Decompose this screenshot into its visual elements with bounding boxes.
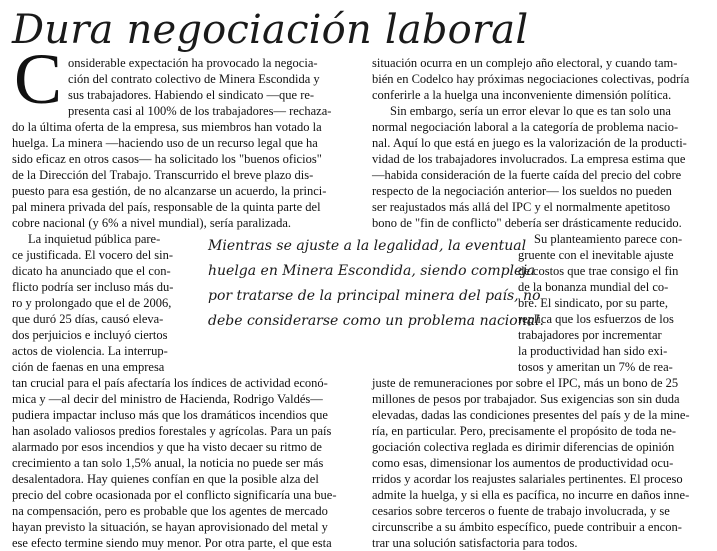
text-line: Sin embargo, sería un error elevar lo que es tan solo una xyxy=(390,104,671,118)
text-line: huelga. La minera —haciendo uso de un recurso legal que ha xyxy=(12,136,318,150)
text-line: ción del contrato colectivo de Minera Escondida y xyxy=(68,72,320,86)
text-line: la productividad han sido exi- xyxy=(518,344,668,358)
text-line: rridos y acordar los reajustes salariales pertinentes. El proceso xyxy=(372,472,683,486)
text-line: mica y —al decir del ministro de Hacienda, Rodrigo Valdés— xyxy=(12,392,323,406)
text-line: bién en Codelco hay próximas negociaciones colectivas, podría xyxy=(372,72,690,86)
text-line: como esas, dimensionar los aumentos de productividad ocu- xyxy=(372,456,674,470)
pull-quote xyxy=(208,234,544,346)
text-line: do la última oferta de la empresa, sus miembros han votado la xyxy=(12,120,322,134)
text-line: gociación colectiva reglada es dirimir diferencias de opinión xyxy=(372,440,675,454)
text-line: han asolado valiosos predios forestales y agrícolas. Para un país xyxy=(12,424,332,438)
pull-quote-line: debe considerarse como un problema nacional. xyxy=(208,313,544,329)
text-line: gruente con el inevitable ajuste xyxy=(518,248,674,262)
text-line: pudiera impactar incluso más que los dramáticos incendios que xyxy=(12,408,328,422)
text-line: na compensación, pero es probable que los agentes de mercado xyxy=(12,504,328,518)
text-line: ese efecto termine siendo muy menor. Por otra parte, el que esta xyxy=(12,536,332,550)
text-line: Su planteamiento parece con- xyxy=(534,232,683,246)
text-line: precio del cobre ocasionada por el conflicto significaría una bue- xyxy=(12,488,337,502)
text-line: desalentadora. Hay quienes confían en que la posible alza del xyxy=(12,472,319,486)
text-line: normal negociación laboral a la categoría de problema nacio- xyxy=(372,120,679,134)
text-line: —habida consideración de la fuerte caída del precio del cobre xyxy=(372,168,682,182)
text-line: tosos y ameritan un 7% de rea- xyxy=(518,360,673,374)
text-line: pal minera privada del país, responsable de la quinta parte del xyxy=(12,200,321,214)
article-title: Dura negociación laboral xyxy=(12,7,529,53)
text-line: juste de remuneraciones por sobre el IPC, más un bono de 25 xyxy=(372,376,679,390)
text-line: bono de "fin de conflicto" debería ser drásticamente reducido. xyxy=(372,216,682,230)
text-line: replica que los esfuerzos de los xyxy=(518,312,674,326)
text-line: ce justificada. El vocero del sin- xyxy=(12,248,174,262)
text-line: alarmado por esos incendios y que ha visto decaer su ritmo de xyxy=(12,440,322,454)
text-line: de la bonanza mundial del co- xyxy=(518,280,669,294)
text-line: situación ocurra en un complejo año electoral, y cuando tam- xyxy=(372,56,678,70)
text-line: admite la huelga, y si ella es pacífica, no incurre en daños inne- xyxy=(372,488,690,502)
text-line: vidad de los trabajadores involucrados. La empresa estima que xyxy=(372,152,686,166)
text-line: trabajadores por incrementar xyxy=(518,328,662,342)
text-line: tan crucial para el país afectaría los índices de actividad econó- xyxy=(12,376,328,390)
pull-quote-line: por tratarse de la principal minera del país, no xyxy=(208,288,541,304)
text-line: actos de violencia. La interrup- xyxy=(12,344,168,358)
text-line: puesto para esa gestión, de no alcanzarse un acuerdo, la princi- xyxy=(12,184,327,198)
pull-quote-line: huelga en Minera Escondida, siendo compleja xyxy=(208,263,536,279)
text-line: sido eficaz en otros casos— ha solicitado los "buenos oficios" xyxy=(12,152,322,166)
text-line: sus trabajadores. Habiendo el sindicato —que re- xyxy=(68,88,315,102)
text-line: La inquietud pública pare- xyxy=(28,232,161,246)
text-line: que duró 25 días, causó eleva- xyxy=(12,312,164,326)
text-line: de costos que trae consigo el fin xyxy=(518,264,679,278)
text-line: dicato ha anunciado que el con- xyxy=(12,264,171,278)
text-line: respecto de la negociación anterior— los sueldos no pueden xyxy=(372,184,672,198)
text-line: cesarios sobre terceros o fuente de trabajo involucrada, y se xyxy=(372,504,670,518)
text-line: conferirle a la huelga una inconveniente dimensión política. xyxy=(372,88,672,102)
text-line: cobre nacional (y 6% a nivel mundial), sería paralizada. xyxy=(12,216,292,230)
pull-quote-line: Mientras se ajuste a la legalidad, la eventual xyxy=(208,238,527,254)
text-line: ro y prolongado que el de 2006, xyxy=(12,296,172,310)
text-line: hayan previsto la situación, se hayan aprovisionado del metal y xyxy=(12,520,328,534)
text-line: dos perjuicios e incluyó ciertos xyxy=(12,328,168,342)
text-line: bre. El sindicato, por su parte, xyxy=(518,296,668,310)
text-line: ría, en particular. Pero, precisamente el propósito de toda ne- xyxy=(372,424,677,438)
text-line: trar una solución satisfactoria para todos. xyxy=(372,536,578,550)
drop-cap: C xyxy=(14,39,63,119)
text-line: de la Dirección del Trabajo. Transcurrido el breve plazo dis- xyxy=(12,168,314,182)
text-line: nal. Aquí lo que está en juego es la valorización de la producti- xyxy=(372,136,687,150)
text-line: ción de faenas en una empresa xyxy=(12,360,165,374)
text-line: onsiderable expectación ha provocado la negocia- xyxy=(68,56,318,70)
text-line: millones de pesos por trabajador. Sus exigencias son sin duda xyxy=(372,392,680,406)
text-line: elevadas, dadas las condiciones presentes del país y de la mine- xyxy=(372,408,690,422)
text-line: crecimiento a tan solo 1,5% anual, la noticia no puede ser más xyxy=(12,456,324,470)
text-line: flicto podría ser incluso más du- xyxy=(12,280,174,294)
text-line: presenta casi al 100% de los trabajadores— rechaza- xyxy=(68,104,332,118)
text-line: ser reajustados más allá del IPC y el normalmente apetitoso xyxy=(372,200,671,214)
text-line: circunscribe a su ámbito específico, puede contribuir a encon- xyxy=(372,520,682,534)
